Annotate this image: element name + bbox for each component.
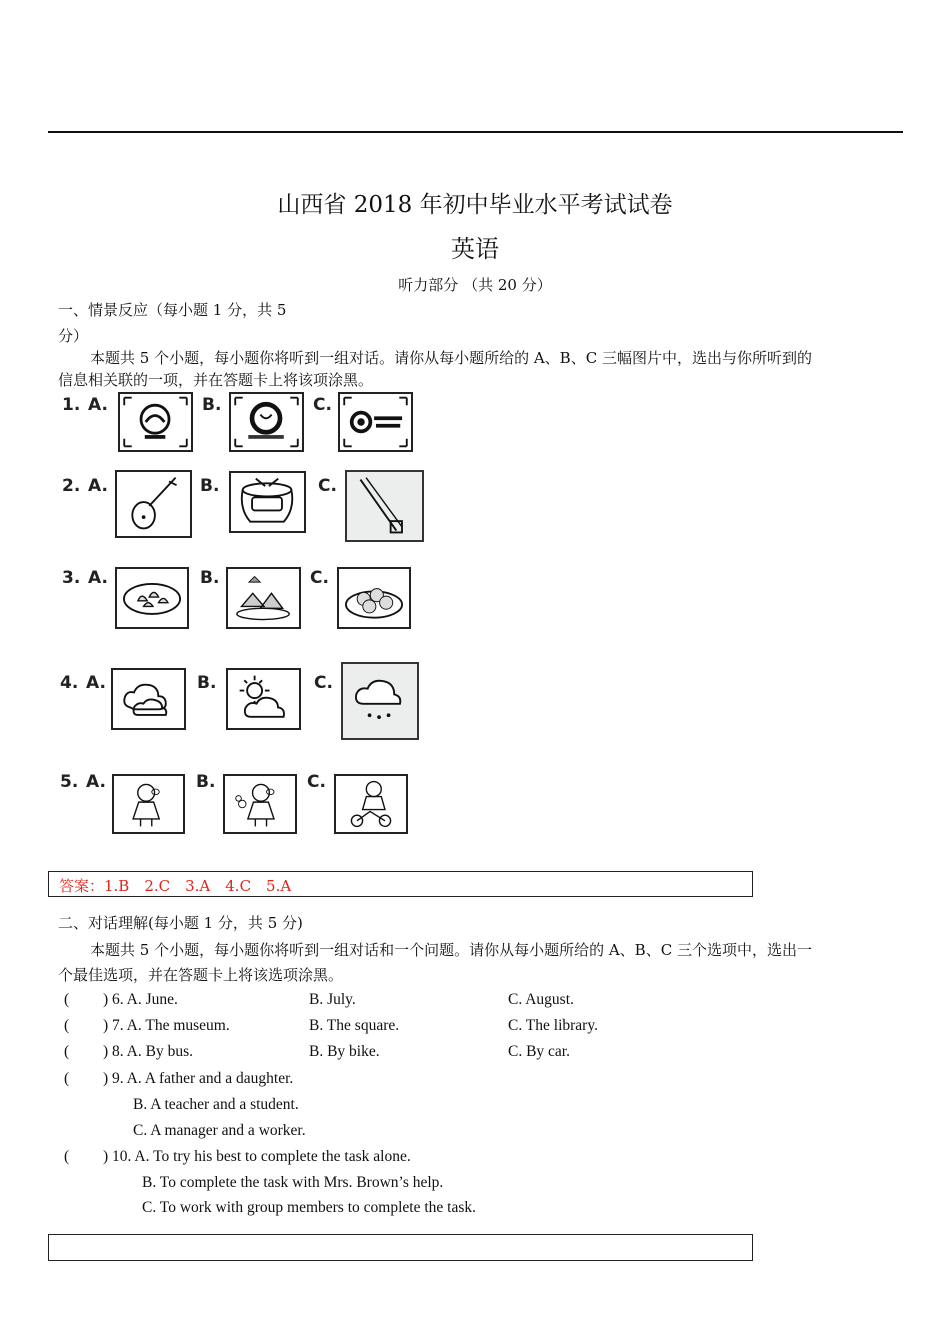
q10-option-b: B. To complete the task with Mrs. Brown’s help. <box>142 1174 444 1191</box>
rainy-icon <box>341 662 419 740</box>
pipa-icon <box>115 470 192 538</box>
answer-key: 答案：1.B 2.C 3.A 4.C 5.A <box>59 877 292 895</box>
q3-number: 3. <box>62 568 81 588</box>
q4-label-b: B. <box>197 673 217 693</box>
part-title: 听力部分 （共 20 分） <box>398 276 552 294</box>
cafe-logo-icon <box>338 392 413 452</box>
section2-heading: 二、对话理解(每小题 1 分，共 5 分) <box>58 914 303 932</box>
q7-option-b: B. The square. <box>309 1017 400 1034</box>
pig-flowers-icon <box>223 774 297 834</box>
drum-icon <box>229 471 306 533</box>
q10-paren: ( <box>64 1148 70 1165</box>
q6-option-b: B. July. <box>309 991 356 1008</box>
q7-option-a: ) 7. A. The museum. <box>103 1017 230 1034</box>
q6-option-a: ) 6. A. June. <box>103 991 178 1008</box>
q2-number: 2. <box>62 476 81 496</box>
subject-title: 英语 <box>451 235 499 263</box>
dumplings-icon <box>115 567 189 629</box>
q1-label-a: A. <box>88 395 108 415</box>
q1-number: 1. <box>62 395 81 415</box>
q6-option-c: C. August. <box>508 991 574 1008</box>
q3-label-b: B. <box>200 568 220 588</box>
pig-standing-icon <box>112 774 185 834</box>
empty-answer-box <box>48 1234 753 1261</box>
q8-option-b: B. By bike. <box>309 1043 380 1060</box>
section1-heading-cont: 分） <box>58 327 89 345</box>
q7-paren: ( <box>64 1017 70 1034</box>
q2-label-c: C. <box>318 476 337 496</box>
erhu-icon <box>345 470 424 542</box>
sunny-cloudy-icon <box>226 668 301 730</box>
q4-number: 4. <box>60 673 79 693</box>
q4-label-c: C. <box>314 673 333 693</box>
q4-label-a: A. <box>86 673 106 693</box>
q8-paren: ( <box>64 1043 70 1060</box>
section2-instruction-cont: 个最佳选项，并在答题卡上将该选项涂黑。 <box>58 966 344 984</box>
answer-box <box>48 871 753 897</box>
q10-option-c: C. To work with group members to complete the task. <box>142 1199 476 1216</box>
q1-label-c: C. <box>313 395 332 415</box>
q3-label-a: A. <box>88 568 108 588</box>
cloudy-icon <box>111 668 186 730</box>
q9-option-b: B. A teacher and a student. <box>133 1096 299 1113</box>
section1-heading: 一、情景反应（每小题 1 分，共 5 <box>58 301 287 319</box>
q3-label-c: C. <box>310 568 329 588</box>
q5-number: 5. <box>60 772 79 792</box>
q5-label-c: C. <box>307 772 326 792</box>
q7-option-c: C. The library. <box>508 1017 598 1034</box>
q5-label-a: A. <box>86 772 106 792</box>
section2-instruction: 本题共 5 个小题，每小题你将听到一组对话和一个问题。请你从每小题所给的 A、B、C 三个选项中，选出一 <box>90 941 812 959</box>
q1-label-b: B. <box>202 395 222 415</box>
round-logo-icon <box>118 392 193 452</box>
q8-option-c: C. By car. <box>508 1043 570 1060</box>
q9-option-c: C. A manager and a worker. <box>133 1122 306 1139</box>
q2-label-b: B. <box>200 476 220 496</box>
q9-paren: ( <box>64 1070 70 1087</box>
exam-title: 山西省 2018 年初中毕业水平考试试卷 <box>277 192 673 218</box>
mid-autumn-logo-icon <box>229 392 304 452</box>
q8-option-a: ) 8. A. By bus. <box>103 1043 193 1060</box>
q2-label-a: A. <box>88 476 108 496</box>
q10-option-a: ) 10. A. To try his best to complete the task alone. <box>103 1148 411 1165</box>
pig-bike-icon <box>334 774 408 834</box>
q6-paren: ( <box>64 991 70 1008</box>
tangyuan-icon <box>337 567 411 629</box>
section1-instruction: 本题共 5 个小题，每小题你将听到一组对话。请你从每小题所给的 A、B、C 三幅图片中，选出与你所听到的 <box>90 349 812 367</box>
q5-label-b: B. <box>196 772 216 792</box>
q9-option-a: ) 9. A. A father and a daughter. <box>103 1070 294 1087</box>
top-rule <box>48 131 903 133</box>
section1-instruction-cont: 信息相关联的一项，并在答题卡上将该项涂黑。 <box>58 371 374 389</box>
zongzi-icon <box>226 567 301 629</box>
